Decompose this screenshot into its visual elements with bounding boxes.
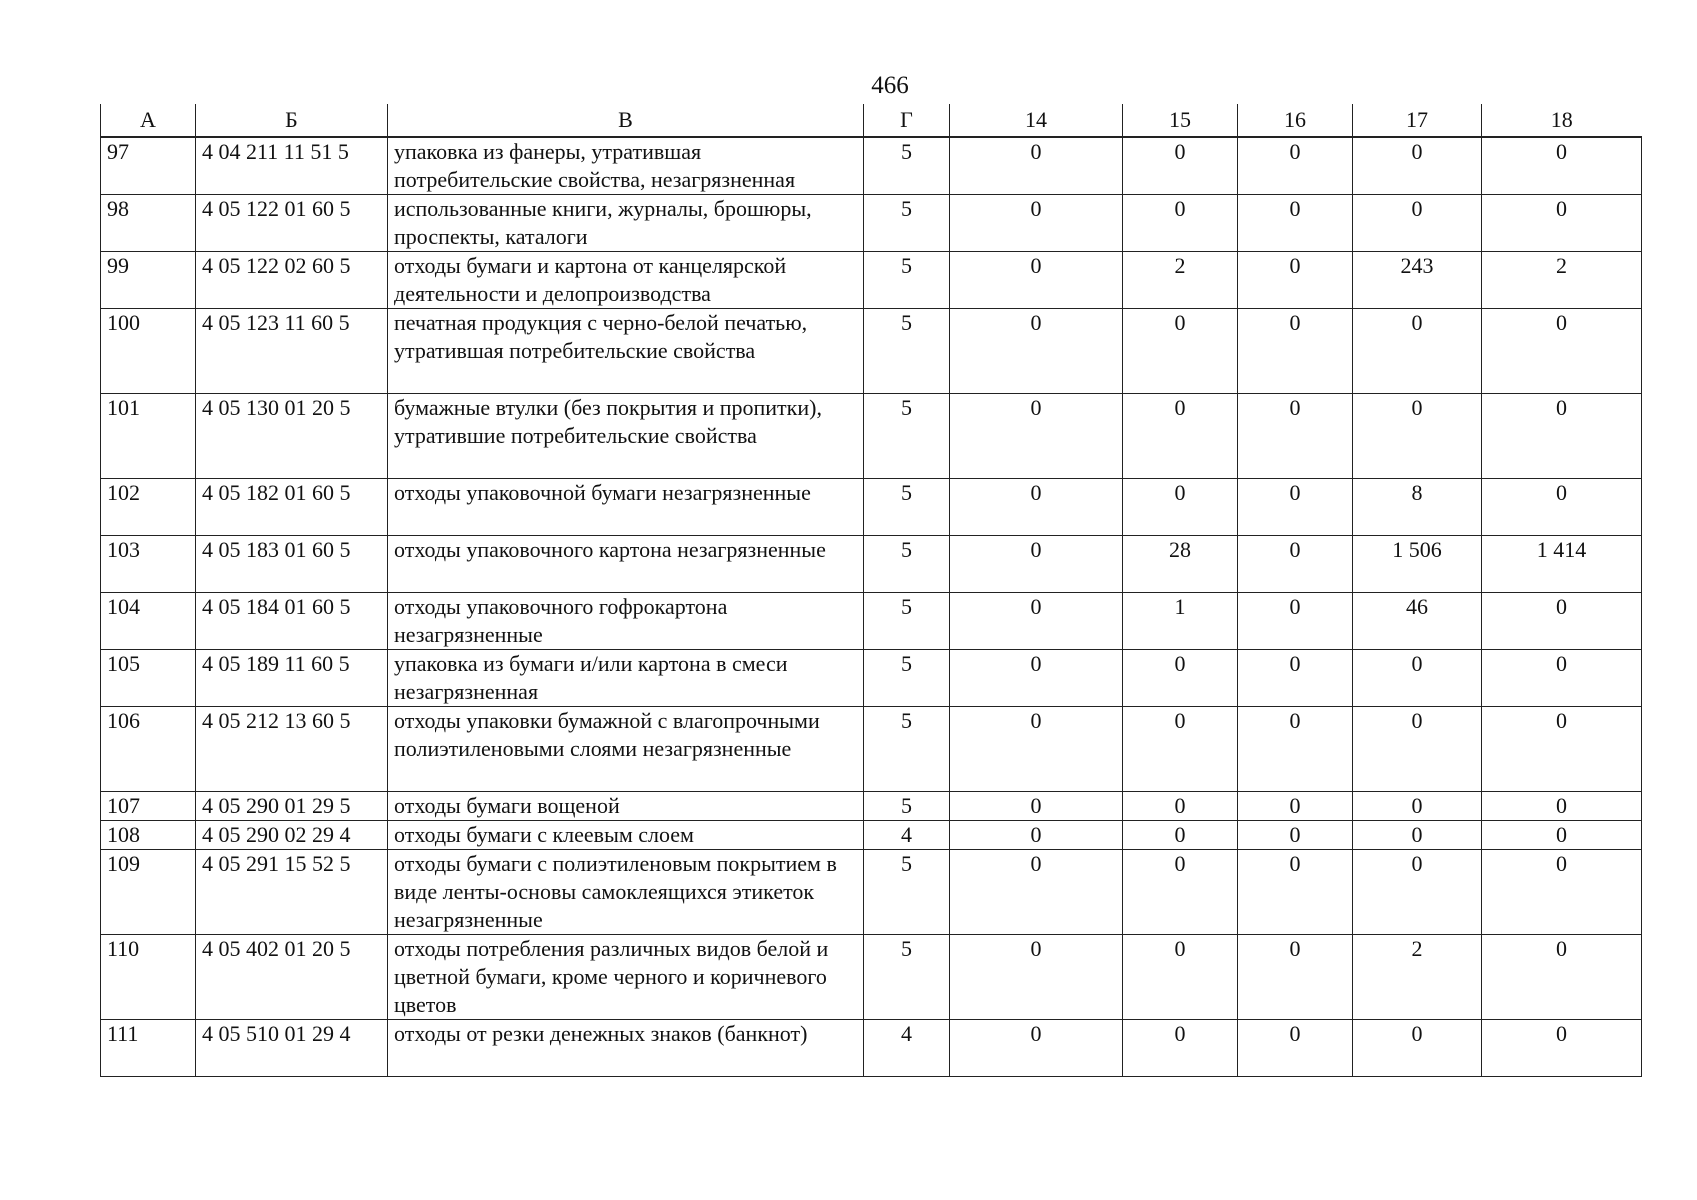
column-15-cell: 2 [1123, 252, 1238, 309]
waste-name-cell: отходы бумаги и картона от канцелярской деятельности и делопроизводства [388, 252, 864, 309]
table-row [101, 195, 1642, 252]
waste-code-cell: 4 05 183 01 60 5 [196, 536, 388, 593]
table-row [101, 935, 1642, 1020]
column-16-cell: 0 [1238, 1020, 1353, 1077]
column-16-cell: 0 [1238, 707, 1353, 792]
hazard-class-cell: 5 [864, 707, 950, 792]
column-16-cell: 0 [1238, 195, 1353, 252]
column-header-g: Г [864, 104, 950, 137]
waste-code-cell: 4 05 189 11 60 5 [196, 650, 388, 707]
column-14-cell: 0 [950, 479, 1123, 536]
column-header-16: 16 [1238, 104, 1353, 137]
row-number-cell: 99 [101, 252, 196, 309]
table-row [101, 479, 1642, 536]
column-14-cell: 0 [950, 935, 1123, 1020]
column-17-cell: 0 [1353, 309, 1482, 394]
column-16-cell: 0 [1238, 792, 1353, 821]
column-header-15: 15 [1123, 104, 1238, 137]
column-17-cell: 243 [1353, 252, 1482, 309]
waste-code-cell: 4 05 402 01 20 5 [196, 935, 388, 1020]
column-17-cell: 0 [1353, 394, 1482, 479]
waste-code-cell: 4 05 290 02 29 4 [196, 821, 388, 850]
column-18-cell: 0 [1482, 137, 1642, 195]
column-14-cell: 0 [950, 707, 1123, 792]
column-17-cell: 46 [1353, 593, 1482, 650]
column-16-cell: 0 [1238, 650, 1353, 707]
hazard-class-cell: 5 [864, 792, 950, 821]
waste-name-cell: упаковка из бумаги и/или картона в смеси незагрязненная [388, 650, 864, 707]
row-number-cell: 107 [101, 792, 196, 821]
column-18-cell: 0 [1482, 850, 1642, 935]
table-row [101, 252, 1642, 309]
hazard-class-cell: 5 [864, 394, 950, 479]
column-17-cell: 8 [1353, 479, 1482, 536]
column-header-b: Б [196, 104, 388, 137]
waste-code-cell: 4 05 122 02 60 5 [196, 252, 388, 309]
hazard-class-cell: 5 [864, 593, 950, 650]
column-18-cell: 0 [1482, 593, 1642, 650]
column-17-cell: 0 [1353, 850, 1482, 935]
row-number-cell: 105 [101, 650, 196, 707]
hazard-class-cell: 5 [864, 195, 950, 252]
column-14-cell: 0 [950, 593, 1123, 650]
column-16-cell: 0 [1238, 394, 1353, 479]
column-18-cell: 0 [1482, 394, 1642, 479]
column-15-cell: 1 [1123, 593, 1238, 650]
column-16-cell: 0 [1238, 593, 1353, 650]
hazard-class-cell: 5 [864, 309, 950, 394]
table-row [101, 309, 1642, 394]
column-header-18: 18 [1482, 104, 1642, 137]
column-15-cell: 0 [1123, 309, 1238, 394]
column-16-cell: 0 [1238, 850, 1353, 935]
waste-code-cell: 4 05 130 01 20 5 [196, 394, 388, 479]
waste-code-cell: 4 05 212 13 60 5 [196, 707, 388, 792]
column-15-cell: 0 [1123, 821, 1238, 850]
column-15-cell: 0 [1123, 792, 1238, 821]
table-row [101, 650, 1642, 707]
column-14-cell: 0 [950, 536, 1123, 593]
waste-name-cell: бумажные втулки (без покрытия и пропитки), утратившие потребительские свойства [388, 394, 864, 479]
hazard-class-cell: 5 [864, 536, 950, 593]
column-15-cell: 0 [1123, 394, 1238, 479]
table-header [101, 104, 1642, 137]
column-15-cell: 28 [1123, 536, 1238, 593]
column-14-cell: 0 [950, 850, 1123, 935]
table-row [101, 1020, 1642, 1077]
waste-name-cell: отходы бумаги с полиэтиленовым покрытием в виде ленты-основы самоклеящихся этикеток незагрязненные [388, 850, 864, 935]
column-15-cell: 0 [1123, 650, 1238, 707]
column-16-cell: 0 [1238, 536, 1353, 593]
column-header-14: 14 [950, 104, 1123, 137]
waste-name-cell: отходы бумаги вощеной [388, 792, 864, 821]
waste-name-cell: использованные книги, журналы, брошюры, проспекты, каталоги [388, 195, 864, 252]
row-number-cell: 109 [101, 850, 196, 935]
row-number-cell: 103 [101, 536, 196, 593]
waste-name-cell: отходы от резки денежных знаков (банкнот) [388, 1020, 864, 1077]
waste-code-cell: 4 05 182 01 60 5 [196, 479, 388, 536]
page-number: 466 [871, 72, 909, 99]
column-17-cell: 0 [1353, 195, 1482, 252]
table-row [101, 137, 1642, 195]
column-17-cell: 0 [1353, 792, 1482, 821]
column-18-cell: 0 [1482, 195, 1642, 252]
waste-code-cell: 4 05 122 01 60 5 [196, 195, 388, 252]
row-number-cell: 104 [101, 593, 196, 650]
column-15-cell: 0 [1123, 137, 1238, 195]
waste-code-cell: 4 05 291 15 52 5 [196, 850, 388, 935]
column-header-v: В [388, 104, 864, 137]
table-row [101, 593, 1642, 650]
table-body [101, 137, 1642, 1077]
hazard-class-cell: 4 [864, 1020, 950, 1077]
column-17-cell: 0 [1353, 650, 1482, 707]
column-16-cell: 0 [1238, 309, 1353, 394]
column-header-a: А [101, 104, 196, 137]
waste-name-cell: отходы бумаги с клеевым слоем [388, 821, 864, 850]
table-row [101, 536, 1642, 593]
column-17-cell: 0 [1353, 137, 1482, 195]
column-17-cell: 1 506 [1353, 536, 1482, 593]
hazard-class-cell: 5 [864, 479, 950, 536]
column-17-cell: 0 [1353, 821, 1482, 850]
column-18-cell: 0 [1482, 1020, 1642, 1077]
column-18-cell: 1 414 [1482, 536, 1642, 593]
column-18-cell: 0 [1482, 650, 1642, 707]
column-17-cell: 0 [1353, 1020, 1482, 1077]
waste-code-cell: 4 05 510 01 29 4 [196, 1020, 388, 1077]
column-14-cell: 0 [950, 137, 1123, 195]
waste-code-cell: 4 05 290 01 29 5 [196, 792, 388, 821]
waste-name-cell: отходы упаковочного картона незагрязненные [388, 536, 864, 593]
column-15-cell: 0 [1123, 707, 1238, 792]
waste-code-cell: 4 05 184 01 60 5 [196, 593, 388, 650]
hazard-class-cell: 5 [864, 850, 950, 935]
row-number-cell: 97 [101, 137, 196, 195]
waste-code-cell: 4 04 211 11 51 5 [196, 137, 388, 195]
column-16-cell: 0 [1238, 252, 1353, 309]
waste-register-table [100, 104, 1642, 1077]
waste-code-cell: 4 05 123 11 60 5 [196, 309, 388, 394]
row-number-cell: 110 [101, 935, 196, 1020]
column-18-cell: 0 [1482, 707, 1642, 792]
column-header-17: 17 [1353, 104, 1482, 137]
column-15-cell: 0 [1123, 935, 1238, 1020]
table-row [101, 394, 1642, 479]
hazard-class-cell: 5 [864, 650, 950, 707]
column-14-cell: 0 [950, 394, 1123, 479]
row-number-cell: 101 [101, 394, 196, 479]
column-17-cell: 2 [1353, 935, 1482, 1020]
table-row [101, 792, 1642, 821]
waste-name-cell: упаковка из фанеры, утратившая потребительские свойства, незагрязненная [388, 137, 864, 195]
hazard-class-cell: 5 [864, 137, 950, 195]
hazard-class-cell: 4 [864, 821, 950, 850]
column-18-cell: 0 [1482, 792, 1642, 821]
column-14-cell: 0 [950, 821, 1123, 850]
column-14-cell: 0 [950, 650, 1123, 707]
column-14-cell: 0 [950, 1020, 1123, 1077]
row-number-cell: 106 [101, 707, 196, 792]
column-14-cell: 0 [950, 195, 1123, 252]
column-18-cell: 0 [1482, 479, 1642, 536]
column-15-cell: 0 [1123, 195, 1238, 252]
column-14-cell: 0 [950, 309, 1123, 394]
row-number-cell: 102 [101, 479, 196, 536]
header-row [101, 104, 1642, 137]
column-18-cell: 0 [1482, 309, 1642, 394]
column-16-cell: 0 [1238, 479, 1353, 536]
column-17-cell: 0 [1353, 707, 1482, 792]
column-16-cell: 0 [1238, 137, 1353, 195]
column-16-cell: 0 [1238, 935, 1353, 1020]
hazard-class-cell: 5 [864, 935, 950, 1020]
waste-name-cell: отходы упаковки бумажной с влагопрочными полиэтиленовыми слоями незагрязненные [388, 707, 864, 792]
column-18-cell: 0 [1482, 821, 1642, 850]
waste-name-cell: отходы упаковочного гофрокартона незагрязненные [388, 593, 864, 650]
table-row [101, 707, 1642, 792]
column-15-cell: 0 [1123, 1020, 1238, 1077]
table-row [101, 850, 1642, 935]
column-18-cell: 2 [1482, 252, 1642, 309]
waste-name-cell: печатная продукция с черно-белой печатью, утратившая потребительские свойства [388, 309, 864, 394]
column-15-cell: 0 [1123, 850, 1238, 935]
column-15-cell: 0 [1123, 479, 1238, 536]
row-number-cell: 108 [101, 821, 196, 850]
waste-name-cell: отходы упаковочной бумаги незагрязненные [388, 479, 864, 536]
column-18-cell: 0 [1482, 935, 1642, 1020]
column-14-cell: 0 [950, 792, 1123, 821]
row-number-cell: 100 [101, 309, 196, 394]
hazard-class-cell: 5 [864, 252, 950, 309]
row-number-cell: 111 [101, 1020, 196, 1077]
table-row [101, 821, 1642, 850]
row-number-cell: 98 [101, 195, 196, 252]
column-14-cell: 0 [950, 252, 1123, 309]
waste-name-cell: отходы потребления различных видов белой и цветной бумаги, кроме черного и коричневого цветов [388, 935, 864, 1020]
column-16-cell: 0 [1238, 821, 1353, 850]
